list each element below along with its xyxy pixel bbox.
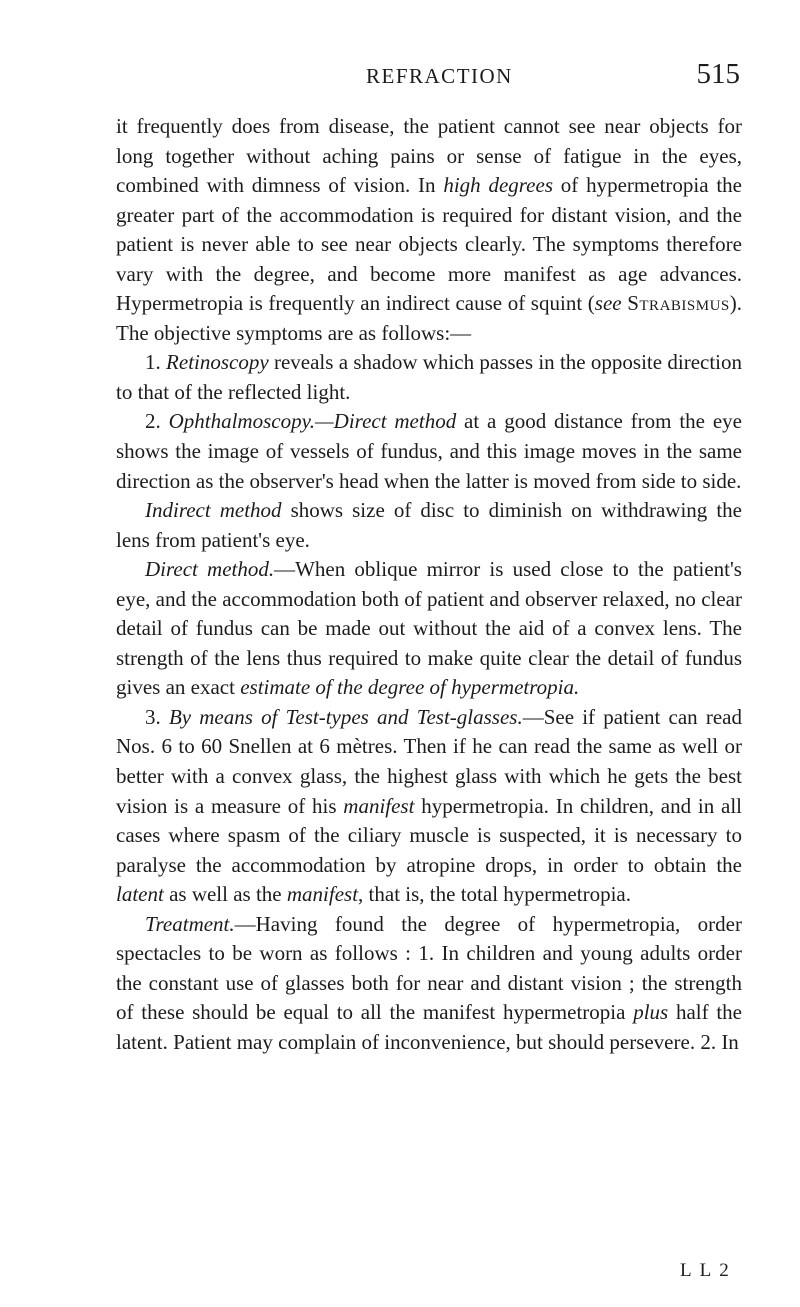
paragraph-retinoscopy <box>116 348 742 407</box>
italic-run: high degrees <box>443 173 554 198</box>
italic-run: estimate of the degree of hypermetropia. <box>240 675 580 700</box>
text-run: as well as the <box>163 882 287 907</box>
text-run: it frequently does from disease, the patient cannot see near objects for long together without aching pains or sense of fatigue in the eyes, combined with dimness of vision. In <box>116 114 742 198</box>
text-run: reveals a shadow which passes in the opposite direction to that of the reflected light. <box>116 350 743 404</box>
italic-run: Indirect method <box>145 498 282 523</box>
text-run: of hypermetropia the greater part of the accommodation is required for distant vision, and the patient is never able to see near objects clearly. The symptoms therefore vary with the degree, and become more manifest as age advances. Hypermetropia is frequently an indirect cause of squint ( <box>116 173 743 316</box>
paragraph-indirect-method <box>116 496 742 555</box>
page-header <box>366 58 740 100</box>
signature-mark: L L 2 <box>680 1260 731 1281</box>
text-run: —When oblique mirror is used close to the patient's eye, and the accommodation both of patient and observer relaxed, no clear detail of fundus can be made out without the aid of a convex lens. The strength of the lens thus required to make quite clear the detail of fundus gives an exact <box>116 557 742 700</box>
body-text <box>116 112 742 1058</box>
text-run: —See if patient can read Nos. 6 to 60 Snellen at 6 mètres. Then if he can read the same as well or better with a convex glass, the highest glass with which he gets the best vision is a measure of his <box>116 704 742 818</box>
italic-run: plus <box>633 1000 669 1025</box>
text-run: 1. <box>145 350 167 375</box>
paragraph-test-types <box>116 703 742 910</box>
italic-run: latent <box>116 882 164 907</box>
italic-run: manifest <box>286 882 359 907</box>
text-run: —Having found the degree of hypermetropia, order spectacles to be worn as follows : 1. In children and young adults order the constant use of glasses both for near and distant vision ; the strength of these should be equal to all the manifest hypermetropia <box>116 911 742 1025</box>
paragraph-treatment <box>116 910 742 1058</box>
text-run: hypermetropia. In children, and in all cases where spasm of the ciliary muscle is suspected, it is necessary to paralyse the accommodation by atropine drops, in order to obtain the <box>116 793 742 877</box>
italic-run: see <box>594 291 622 316</box>
italic-run: manifest <box>343 793 415 818</box>
text-run: 3. <box>145 704 169 729</box>
italic-run: Treatment. <box>145 911 235 936</box>
cross-reference: Strabismus <box>627 291 730 316</box>
text-run: 2. <box>145 409 169 434</box>
text-run: , that is, the total hypermetropia. <box>358 882 631 907</box>
page-number: 515 <box>696 58 740 90</box>
text-run: at a good distance from the eye shows the image of vessels of fundus, and this image moves in the same direction as the observer's head when the latter is moved from side to side. <box>116 409 742 493</box>
italic-run: Retinoscopy <box>166 350 269 375</box>
paragraph-symptoms <box>116 112 742 348</box>
italic-run: Ophthalmoscopy.—Direct method <box>168 409 457 434</box>
italic-run: Direct method. <box>145 557 275 582</box>
running-head: REFRACTION <box>366 64 513 88</box>
paragraph-ophthalmoscopy <box>116 407 742 496</box>
text-run: half the latent. Patient may complain of inconvenience, but should persevere. 2. In <box>116 1000 743 1054</box>
text-run: ). The objective symptoms are as follows:— <box>116 291 743 345</box>
text-run: shows size of disc to diminish on withdrawing the lens from patient's eye. <box>116 498 742 552</box>
italic-run: By means of Test-types and Test-glasses. <box>168 704 523 729</box>
paragraph-direct-method <box>116 555 742 703</box>
